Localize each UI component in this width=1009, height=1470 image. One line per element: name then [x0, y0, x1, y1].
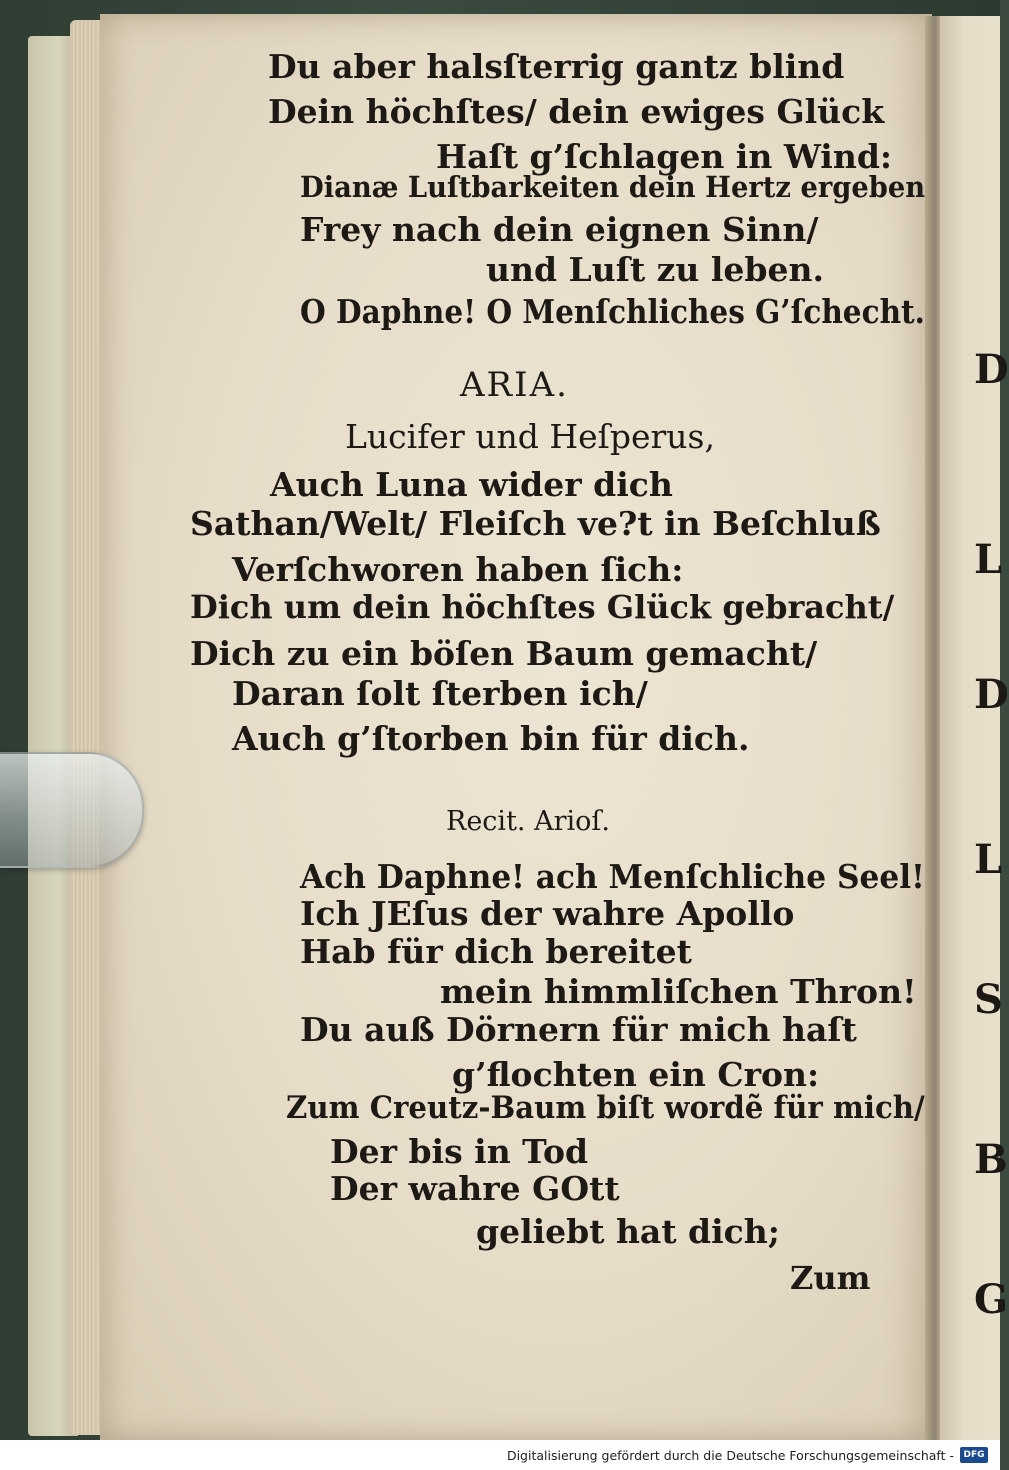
verse-line: Dianæ Luſtbarkeiten dein Hertz ergeben [300, 170, 926, 204]
verse-line: und Luſt zu leben. [486, 250, 824, 289]
verse-line: g’flochten ein Cron: [452, 1055, 820, 1094]
facing-page-letter: L [974, 836, 1003, 883]
verse-line: Der bis in Tod [330, 1132, 589, 1171]
funding-credit: Digitalisierung gefördert durch die Deutsche Forschungsgemeinschaft - [506, 1448, 954, 1463]
verse-line: Ach Daphne! ach Menſchliche Seel! [300, 857, 925, 896]
verse-line: Sathan/Welt/ Fleiſch ve?t in Beſchluß [190, 504, 881, 543]
verse-line: Auch g’ſtorben bin für dich. [232, 719, 750, 758]
verse-line: Hab für dich bereitet [300, 932, 692, 971]
verse-line: Haſt g’ſchlagen in Wind: [436, 137, 893, 176]
verse-line: Du aber halsſterrig gantz blind [268, 47, 845, 86]
facing-page-letter: G [974, 1276, 1009, 1323]
catchword: Zum [790, 1259, 871, 1297]
facing-page-letter: D [974, 671, 1009, 718]
section-heading-recit: Recit. Arioſ. [446, 806, 610, 837]
facing-page-letter: D [974, 346, 1009, 393]
verse-line: Ich JEſus der wahre Apollo [300, 894, 795, 933]
facing-page-fragment [940, 16, 1009, 1440]
verse-line: Auch Luna wider dich [270, 465, 673, 504]
verse-line: Daran ſolt ſterben ich/ [232, 674, 648, 713]
verse-line: geliebt hat dich; [476, 1212, 780, 1251]
verse-line: Verſchworen haben ſich: [232, 550, 684, 589]
verse-line: Zum Creutz-Baum biſt wordẽ für mich/ [286, 1090, 925, 1126]
facing-page-letter: S [974, 976, 1003, 1023]
section-heading-aria: ARIA. [460, 365, 569, 405]
dfg-logo: DFG [960, 1447, 988, 1463]
verse-line: Lucifer und Heſperus, [345, 417, 715, 456]
verse-line: Dich um dein höchſtes Glück gebracht/ [190, 588, 895, 626]
facing-page-letter: L [974, 536, 1003, 583]
facing-page-letter: B [974, 1136, 1008, 1183]
book-clip [0, 752, 144, 868]
verse-line: mein himmliſchen Thron! [440, 972, 917, 1011]
verse-line: Dich zu ein böſen Baum gemacht/ [190, 634, 818, 673]
footer-bar [0, 1440, 1000, 1470]
verse-line: Frey nach dein eignen Sinn/ [300, 210, 819, 249]
verse-line: Dein höchſtes/ dein ewiges Glück [268, 92, 885, 131]
verse-line: O Daphne! O Menſchliches G’ſchecht. [300, 292, 925, 331]
verse-line: Du auß Dörnern für mich haſt [300, 1010, 857, 1049]
verse-line: Der wahre GOtt [330, 1169, 620, 1208]
